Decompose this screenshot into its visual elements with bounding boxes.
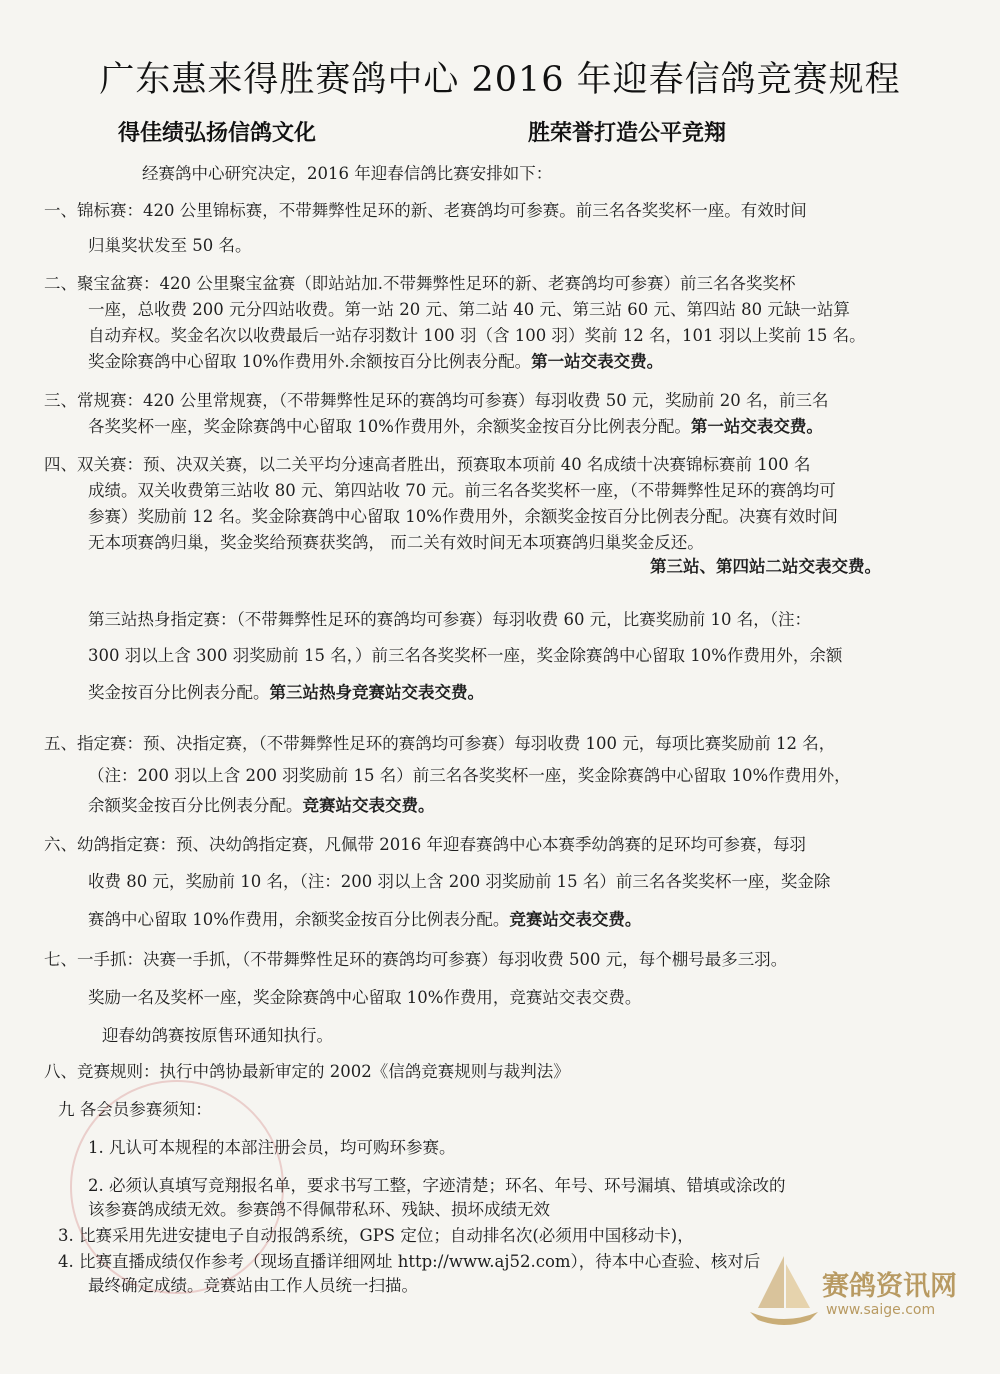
s7-line-1: 七、一手抓：决赛一手抓，（不带舞弊性足环的赛鸽均可参赛）每羽收费 500 元，每个棚号最多三羽。 [44, 950, 788, 969]
s5-line-1: 五、指定赛：预、决指定赛，（不带舞弊性足环的赛鸽均可参赛）每羽收费 100 元，每项比赛奖励前 12 名， [44, 734, 836, 753]
warmup-line-3-text: 奖金按百分比例表分配。 [88, 683, 270, 702]
youth-note: 迎春幼鸽赛按原售环通知执行。 [102, 1026, 333, 1045]
s4-deadline: 第三站、第四站二站交表交费。 [650, 557, 881, 576]
warmup-deadline: 第三站热身竞赛站交表交费。 [269, 683, 484, 702]
s6-line-1: 六、幼鸽指定赛：预、决幼鸽指定赛，凡佩带 2016 年迎春赛鸽中心本赛季幼鸽赛的足环均可参赛，每羽 [44, 835, 806, 854]
s3-line-1: 三、常规赛：420 公里常规赛，（不带舞弊性足环的赛鸽均可参赛）每羽收费 50 元，奖励前 20 名，前三名 [44, 391, 829, 410]
s4-line-3: 参赛）奖励前 12 名。奖金除赛鸽中心留取 10%作费用外，余额奖金按百分比例表分配。决赛有效时间 [88, 507, 838, 526]
watermark-name: 赛鸽资讯网 [822, 1271, 957, 1302]
s9-item-4: 4. 比赛直播成绩仅作参考（现场直播详细网址 http://www.aj52.com），待本中心查验、核对后 [58, 1252, 761, 1271]
s9-item-1: 1. 凡认可本规程的本部注册会员，均可购环参赛。 [88, 1138, 456, 1157]
s9-heading: 九 各会员参赛须知： [58, 1100, 212, 1119]
s5-line-2: （注：200 羽以上含 200 羽奖励前 15 名）前三名各奖奖杯一座，奖金除赛鸽中心留取 10%作费用外， [88, 766, 851, 785]
s3-deadline: 第一站交表交费。 [690, 417, 823, 436]
s2-line-4-text: 奖金除赛鸽中心留取 10%作费用外.余额按百分比例表分配。 [88, 352, 532, 371]
s1-line-2: 归巢奖状发至 50 名。 [88, 236, 252, 255]
subtitle-right: 胜荣誉打造公平竞翔 [528, 121, 727, 146]
s3-line-2 [88, 413, 823, 437]
s6-deadline: 竞赛站交表交费。 [509, 910, 642, 929]
s2-line-3: 自动弃权。奖金名次以收费最后一站存羽数计 100 羽（含 100 羽）奖前 12 名，101 羽以上奖前 15 名。 [88, 326, 866, 345]
intro-line: 经赛鸽中心研究决定，2016 年迎春信鸽比赛安排如下： [142, 164, 553, 183]
pigeon-sail-logo-icon [744, 1250, 824, 1330]
s9-item-2-cont: 该参赛鸽成绩无效。参赛鸽不得佩带私环、残缺、损坏成绩无效 [88, 1200, 550, 1219]
s1-line-1: 一、锦标赛：420 公里锦标赛，不带舞弊性足环的新、老赛鸽均可参赛。前三名各奖奖杯一座。有效时间 [44, 201, 807, 220]
s2-line-4 [88, 348, 663, 372]
warmup-line-1: 第三站热身指定赛：（不带舞弊性足环的赛鸽均可参赛）每羽收费 60 元，比赛奖励前 10 名，（注： [88, 610, 811, 629]
document-title: 广东惠来得胜赛鸽中心 2016 年迎春信鸽竞赛规程 [99, 60, 901, 100]
s6-line-2: 收费 80 元，奖励前 10 名，（注：200 羽以上含 200 羽奖励前 15 名）前三名各奖奖杯一座，奖金除 [88, 872, 831, 891]
s5-line-3 [88, 792, 435, 816]
s6-line-3 [88, 906, 641, 930]
s8-line: 八、竞赛规则：执行中鸽协最新审定的 2002《信鸽竞赛规则与裁判法》 [44, 1062, 570, 1081]
seal-stamp [70, 1080, 284, 1294]
s2-line-1: 二、聚宝盆赛：420 公里聚宝盆赛（即站站加.不带舞弊性足环的新、老赛鸽均可参赛）前三名各奖奖杯 [44, 274, 796, 293]
subtitle-left: 得佳绩弘扬信鸽文化 [118, 121, 317, 146]
s6-line-3-text: 赛鸽中心留取 10%作费用，余额奖金按百分比例表分配。 [88, 910, 510, 929]
s7-line-2: 奖励一名及奖杯一座，奖金除赛鸽中心留取 10%作费用，竞赛站交表交费。 [88, 988, 642, 1007]
watermark-url: www.saige.com [826, 1302, 936, 1318]
s4-line-2: 成绩。双关收费第三站收 80 元、第四站收 70 元。前三名各奖奖杯一座，（不带舞弊性足环的赛鸽均可 [88, 481, 836, 500]
s3-line-2-text: 各奖奖杯一座，奖金除赛鸽中心留取 10%作费用外，余额奖金按百分比例表分配。 [88, 417, 691, 436]
s5-line-3-text: 余额奖金按百分比例表分配。 [88, 796, 303, 815]
site-watermark [744, 1250, 964, 1330]
s9-item-3: 3. 比赛采用先进安捷电子自动报鸽系统，GPS 定位；自动排名次(必须用中国移动卡)， [58, 1226, 694, 1245]
warmup-line-3 [88, 679, 484, 703]
s2-deadline: 第一站交表交费。 [531, 352, 664, 371]
warmup-line-2: 300 羽以上含 300 羽奖励前 15 名，）前三名各奖奖杯一座，奖金除赛鸽中心留取 10%作费用外，余额 [88, 646, 843, 665]
s4-line-4: 无本项赛鸽归巢，奖金奖给预赛获奖鸽， 而二关有效时间无本项赛鸽归巢奖金反还。 [88, 533, 704, 552]
s4-line-1: 四、双关赛：预、决双关赛，以二关平均分速高者胜出，预赛取本项前 40 名成绩十决赛锦标赛前 100 名 [44, 455, 811, 474]
s9-item-2: 2. 必须认真填写竞翔报名单，要求书写工整，字迹清楚；环名、年号、环号漏填、错填或涂改的 [88, 1176, 786, 1195]
s9-item-4-cont: 最终确定成绩。竞赛站由工作人员统一扫描。 [88, 1276, 418, 1295]
s2-line-2: 一座，总收费 200 元分四站收费。第一站 20 元、第二站 40 元、第三站 60 元、第四站 80 元缺一站算 [88, 300, 850, 319]
s5-deadline: 竞赛站交表交费。 [302, 796, 435, 815]
